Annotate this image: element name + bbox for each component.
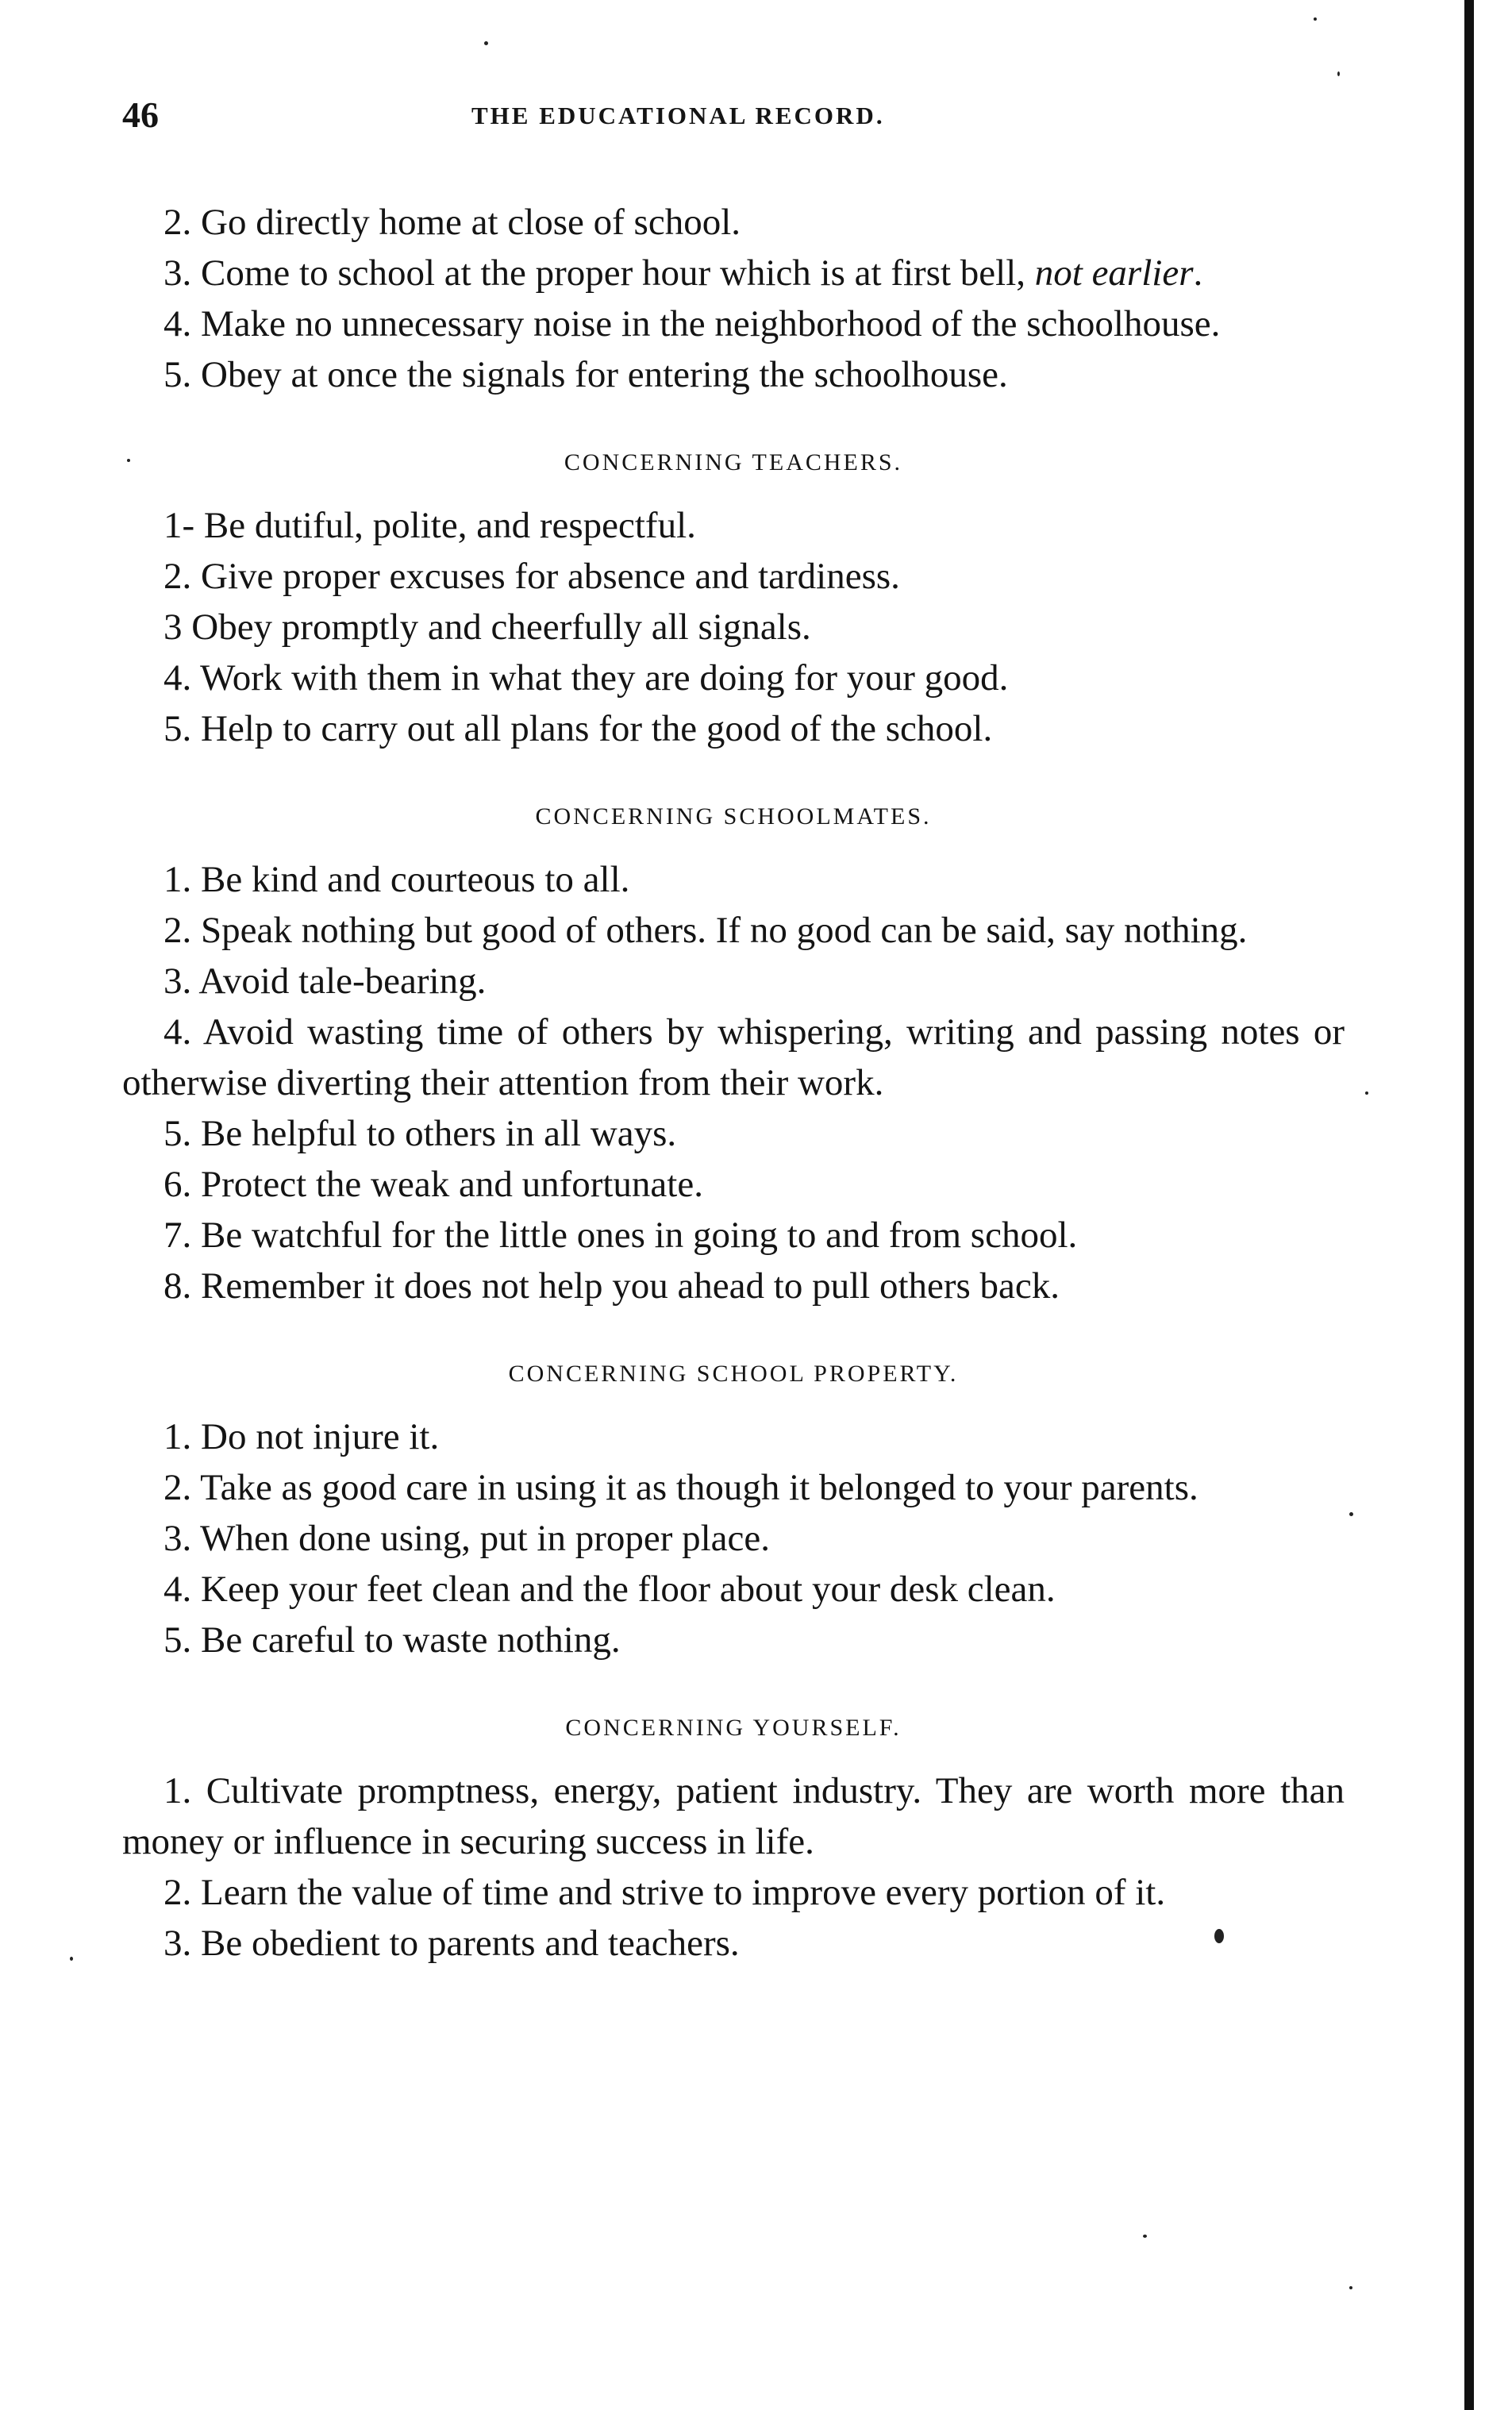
list-item: 6. Protect the weak and unfortunate. <box>164 1164 703 1205</box>
list-item: 2. Take as good care in using it as though it belonged to your parents. <box>164 1467 1198 1508</box>
list-item: 7. Be watchful for the little ones in going to and from school. <box>164 1215 1078 1256</box>
list-item: 1. Cultivate promptness, energy, patient industry. They are worth more than money or influence in securing success in life. <box>122 1770 1345 1862</box>
list-item: 4. Keep your feet clean and the floor about your desk clean. <box>164 1569 1056 1610</box>
list-item: 1. Do not injure it. <box>164 1416 440 1457</box>
list-item: 3. Be obedient to parents and teachers. <box>164 1923 740 1964</box>
running-head <box>122 94 1345 149</box>
list-item: 3. Come to school at the proper hour which is at first bell, not earlier. <box>164 252 1203 294</box>
list-item: 4. Work with them in what they are doing for your good. <box>164 657 1009 699</box>
scan-edge-shadow <box>1464 0 1474 2410</box>
list-item: 5. Help to carry out all plans for the good of the school. <box>164 708 993 749</box>
section-heading-yourself: CONCERNING YOURSELF. <box>565 1715 902 1741</box>
list-item: 1. Be kind and courteous to all. <box>164 859 630 900</box>
list-item: 3. Avoid tale-bearing. <box>164 961 487 1002</box>
list-item: 5. Be careful to waste nothing. <box>164 1619 621 1661</box>
page-number: 46 <box>122 94 159 135</box>
list-item: 1- Be dutiful, polite, and respectful. <box>164 505 696 546</box>
list-item: 2. Learn the value of time and strive to improve every portion of it. <box>164 1872 1166 1913</box>
list-item: 5. Be helpful to others in all ways. <box>164 1113 677 1154</box>
list-item: 5. Obey at once the signals for entering the schoolhouse. <box>164 354 1008 395</box>
section-heading-schoolmates: CONCERNING SCHOOLMATES. <box>535 803 932 830</box>
list-item: 8. Remember it does not help you ahead to pull others back. <box>164 1265 1060 1307</box>
list-item: 2. Go directly home at close of school. <box>164 202 741 243</box>
list-item: 3. When done using, put in proper place. <box>164 1518 771 1559</box>
section-heading-teachers: CONCERNING TEACHERS. <box>564 449 903 475</box>
emphasis-text: not earlier <box>1034 252 1194 294</box>
list-item: 4. Make no unnecessary noise in the neighborhood of the schoolhouse. <box>164 303 1221 345</box>
running-title: THE EDUCATIONAL RECORD. <box>471 102 885 129</box>
list-item: 2. Speak nothing but good of others. If no good can be said, say nothing. <box>164 910 1248 951</box>
section-heading-school-property: CONCERNING SCHOOL PROPERTY. <box>508 1361 959 1387</box>
list-item: 3 Obey promptly and cheerfully all signals. <box>164 606 811 648</box>
list-item: 4. Avoid wasting time of others by whispering, writing and passing notes or otherwise diverting their attention from their work. <box>122 1011 1345 1103</box>
list-item: 2. Give proper excuses for absence and tardiness. <box>164 556 900 597</box>
page-content <box>122 94 1345 1969</box>
